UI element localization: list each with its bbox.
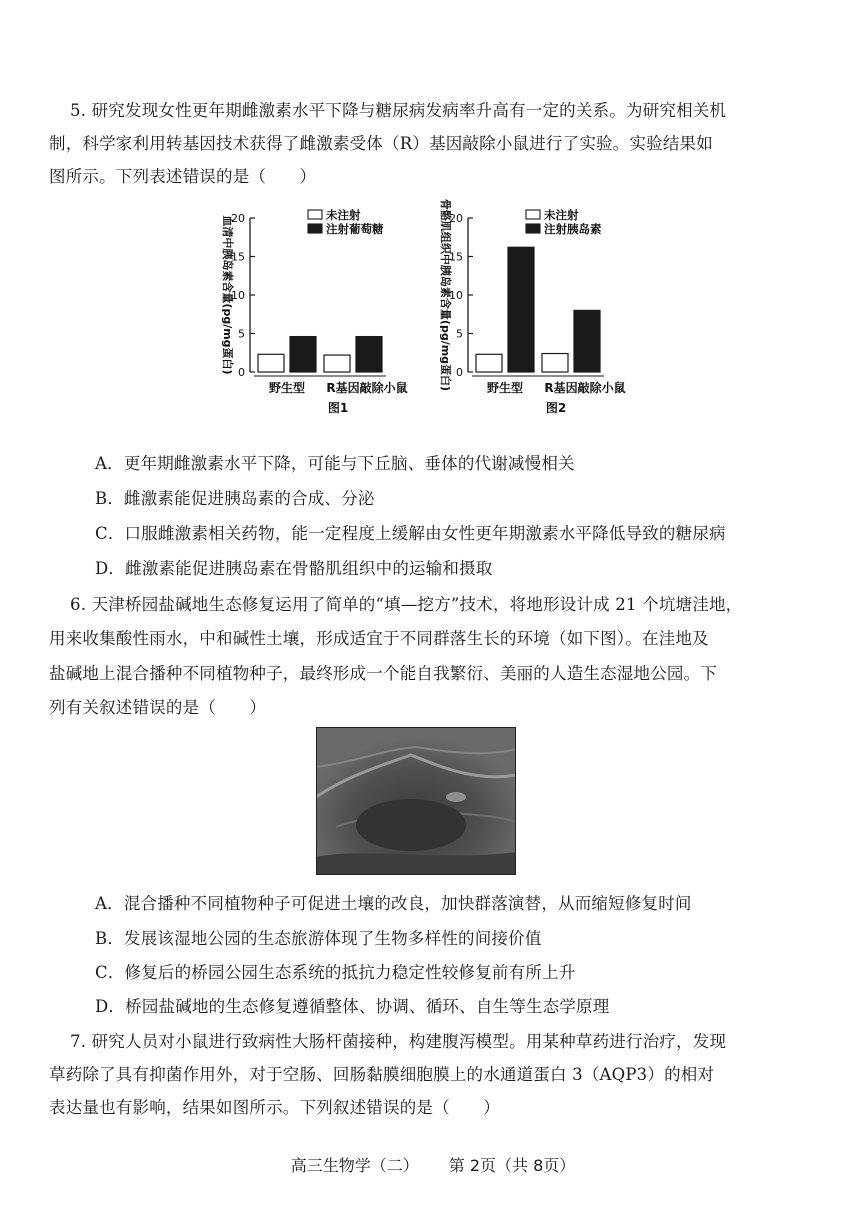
y-tick-label: 10: [449, 289, 463, 302]
y-tick-label: 15: [449, 250, 463, 264]
legend-swatch: [308, 210, 322, 219]
question-7-line-1: 7. 研究人员对小鼠进行致病性大肠杆菌接种，构建腹泻模型。用某种草药进行治疗，发现: [70, 1032, 727, 1051]
y-axis-label: 血清中胰岛素含量(pg/mg蛋白): [221, 215, 234, 375]
figure-2-chart: [418, 200, 658, 425]
question-6-line-2: 用来收集酸性雨水，中和碱性土壤，形成适宜于不同群落生长的环境（如下图）。在洼地及: [49, 629, 709, 648]
bar-injected: [290, 337, 316, 372]
bar-uninjected: [258, 354, 284, 372]
chart-title: 图1: [327, 401, 349, 415]
y-tick-label: 15: [231, 250, 245, 264]
y-tick-label: 5: [238, 327, 245, 341]
bar-injected: [508, 247, 534, 372]
option-6c: C．修复后的桥园公园生态系统的抵抗力稳定性较修复前有所上升: [95, 963, 576, 982]
category-label: 野生型: [268, 381, 306, 395]
category-label: R基因敲除小鼠: [326, 381, 408, 395]
bar-injected: [574, 310, 600, 372]
y-tick-label: 10: [231, 289, 245, 302]
question-5-line-3: 图所示。下列表述错误的是（ ）: [49, 167, 317, 186]
page-footer: [0, 1153, 866, 1176]
category-label: R基因敲除小鼠: [544, 381, 626, 395]
legend-label: 注射胰岛素: [544, 222, 602, 236]
option-5b: B．雌激素能促进胰岛素的合成、分泌: [95, 489, 375, 508]
question-5-line-2: 制，科学家利用转基因技术获得了雌激素受体（R）基因敲除小鼠进行了实验。实验结果如: [49, 134, 713, 153]
option-6b: B．发展该湿地公园的生态旅游体现了生物多样性的间接价值: [95, 929, 542, 948]
y-tick-label: 0: [456, 366, 463, 379]
legend-label: 未注射: [544, 208, 579, 222]
question-6-line-4: 列有关叙述错误的是（ ）: [49, 698, 267, 717]
option-6a: A．混合播种不同植物种子可促进土壤的改良，加快群落演替，从而缩短修复时间: [95, 894, 692, 913]
chart-1-svg: [200, 200, 440, 425]
y-tick-label: 20: [231, 212, 245, 225]
y-tick-label: 20: [449, 212, 463, 225]
question-5-line-1: 5. 研究发现女性更年期雌激素水平下降与糖尿病发病率升高有一定的关系。为研究相关机: [70, 101, 727, 120]
footer-page-number: 第 2页（共 8页）: [448, 1156, 576, 1175]
legend-label: 未注射: [326, 208, 361, 222]
question-7-line-3: 表达量也有影响，结果如图所示。下列叙述错误的是（ ）: [49, 1098, 500, 1117]
wetland-photo: [316, 727, 516, 875]
legend-swatch: [526, 224, 540, 233]
legend-swatch: [308, 224, 322, 233]
bar-uninjected: [324, 355, 350, 372]
category-label: 野生型: [486, 381, 524, 395]
footer-subject: 高三生物学（二）: [290, 1156, 419, 1175]
figure-1-chart: [200, 200, 440, 425]
question-6-line-1: 6. 天津桥园盐碱地生态修复运用了简单的“填—挖方”技术，将地形设计成 21 个坑塘洼地，: [70, 595, 743, 614]
question-6-line-3: 盐碱地上混合播种不同植物种子，最终形成一个能自我繁衍、美丽的人造生态湿地公园。下: [49, 664, 717, 683]
option-6d: D．桥园盐碱地的生态修复遵循整体、协调、循环、自生等生态学原理: [95, 997, 610, 1016]
option-5d: D．雌激素能促进胰岛素在骨骼肌组织中的运输和摄取: [95, 559, 493, 578]
y-tick-label: 5: [456, 327, 463, 341]
bar-uninjected: [476, 354, 502, 372]
bar-uninjected: [542, 354, 568, 372]
legend-swatch: [526, 210, 540, 219]
y-axis-label: 骨骼肌组织中胰岛素含量(pg/mg蛋白): [439, 198, 452, 392]
y-tick-label: 0: [238, 366, 245, 379]
chart-2-svg: [418, 200, 658, 425]
chart-title: 图2: [545, 401, 567, 415]
question-7-line-2: 草药除了具有抑菌作用外，对于空肠、回肠黏膜细胞膜上的水通道蛋白 3（AQP3）的相对: [49, 1065, 715, 1084]
legend-label: 注射葡萄糖: [326, 222, 384, 236]
option-5c: C．口服雌激素相关药物，能一定程度上缓解由女性更年期激素水平降低导致的糖尿病: [95, 524, 726, 543]
option-5a: A．更年期雌激素水平下降，可能与下丘脑、垂体的代谢减慢相关: [95, 454, 575, 473]
bar-injected: [356, 337, 382, 372]
